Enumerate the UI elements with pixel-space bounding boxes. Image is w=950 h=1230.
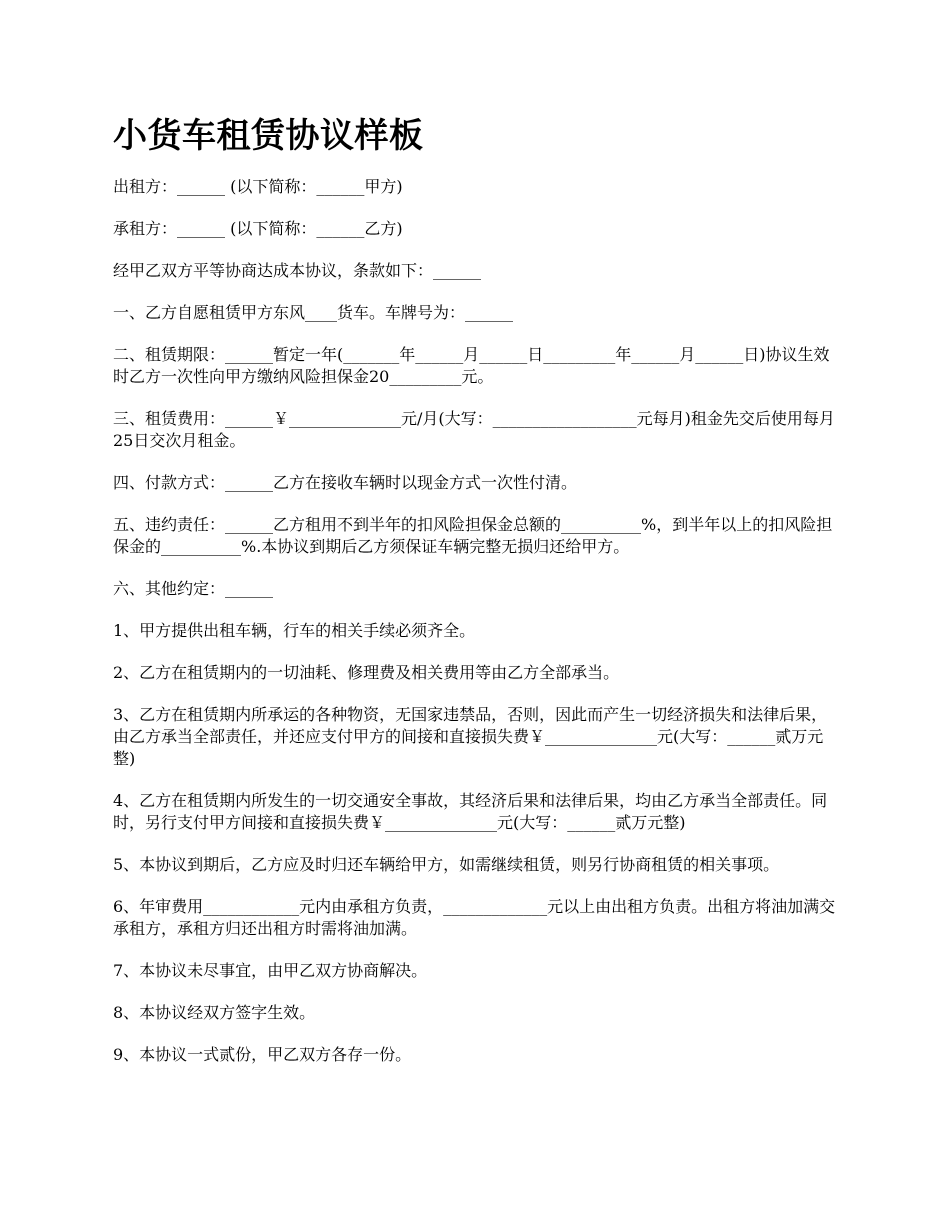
item-8: 8、本协议经双方签字生效。 (113, 1003, 316, 1022)
clause-lessor: 出租方：______ (以下简称：______甲方) (113, 177, 403, 196)
document-title: 小货车租赁协议样板 (113, 116, 424, 156)
document-page (113, 112, 840, 1086)
clause-2-term: 二、租赁期限：______暂定一年(_______年______月______日_________年______月______日)协议生效时乙方一次性向甲方缴纳风险担保金20_________元。 (113, 345, 830, 386)
item-6: 6、年审费用____________元内由承租方负责，_____________元以上由出租方负责。出租方将油加满交承租方，承租方归还出租方时需将油加满。 (113, 897, 836, 938)
clause-6-other: 六、其他约定：______ (113, 579, 274, 598)
item-3: 3、乙方在租赁期内所承运的各种物资，无国家违禁品，否则，因此而产生一切经济损失和法律后果，由乙方承当全部责任，并还应支付甲方的间接和直接损失费￥______________元(大写：______贰万元整) (113, 705, 828, 768)
clause-5-breach: 五、违约责任：______乙方租用不到半年的扣风险担保金总额的__________%，到半年以上的扣风险担保金的__________%.本协议到期后乙方须保证车辆完整无损归还给甲方。 (113, 515, 833, 556)
item-7: 7、本协议未尽事宜，由甲乙双方协商解决。 (113, 961, 428, 980)
item-5: 5、本协议到期后，乙方应及时归还车辆给甲方，如需继续租赁，则另行协商租赁的相关事项。 (113, 855, 780, 874)
clause-lessee: 承租方：______ (以下简称：______乙方) (113, 219, 403, 238)
clause-preamble: 经甲乙双方平等协商达成本协议，条款如下：______ (113, 261, 482, 280)
item-9: 9、本协议一式贰份，甲乙双方各存一份。 (113, 1045, 412, 1064)
item-2: 2、乙方在租赁期内的一切油耗、修理费及相关费用等由乙方全部承当。 (113, 663, 620, 682)
clause-1-vehicle: 一、乙方自愿租赁甲方东风____货车。车牌号为：______ (113, 303, 514, 322)
item-4: 4、乙方在租赁期内所发生的一切交通安全事故，其经济后果和法律后果，均由乙方承当全部责任。同时，另行支付甲方间接和直接损失费￥______________元(大写：______贰万元整) (113, 791, 828, 832)
clause-4-payment: 四、付款方式：______乙方在接收车辆时以现金方式一次性付清。 (113, 473, 578, 492)
item-1: 1、甲方提供出租车辆，行车的相关手续必须齐全。 (113, 621, 476, 640)
clause-3-fee: 三、租赁费用：______￥______________元/月(大写：__________________元每月)租金先交后使用每月25日交次月租金。 (113, 409, 835, 450)
